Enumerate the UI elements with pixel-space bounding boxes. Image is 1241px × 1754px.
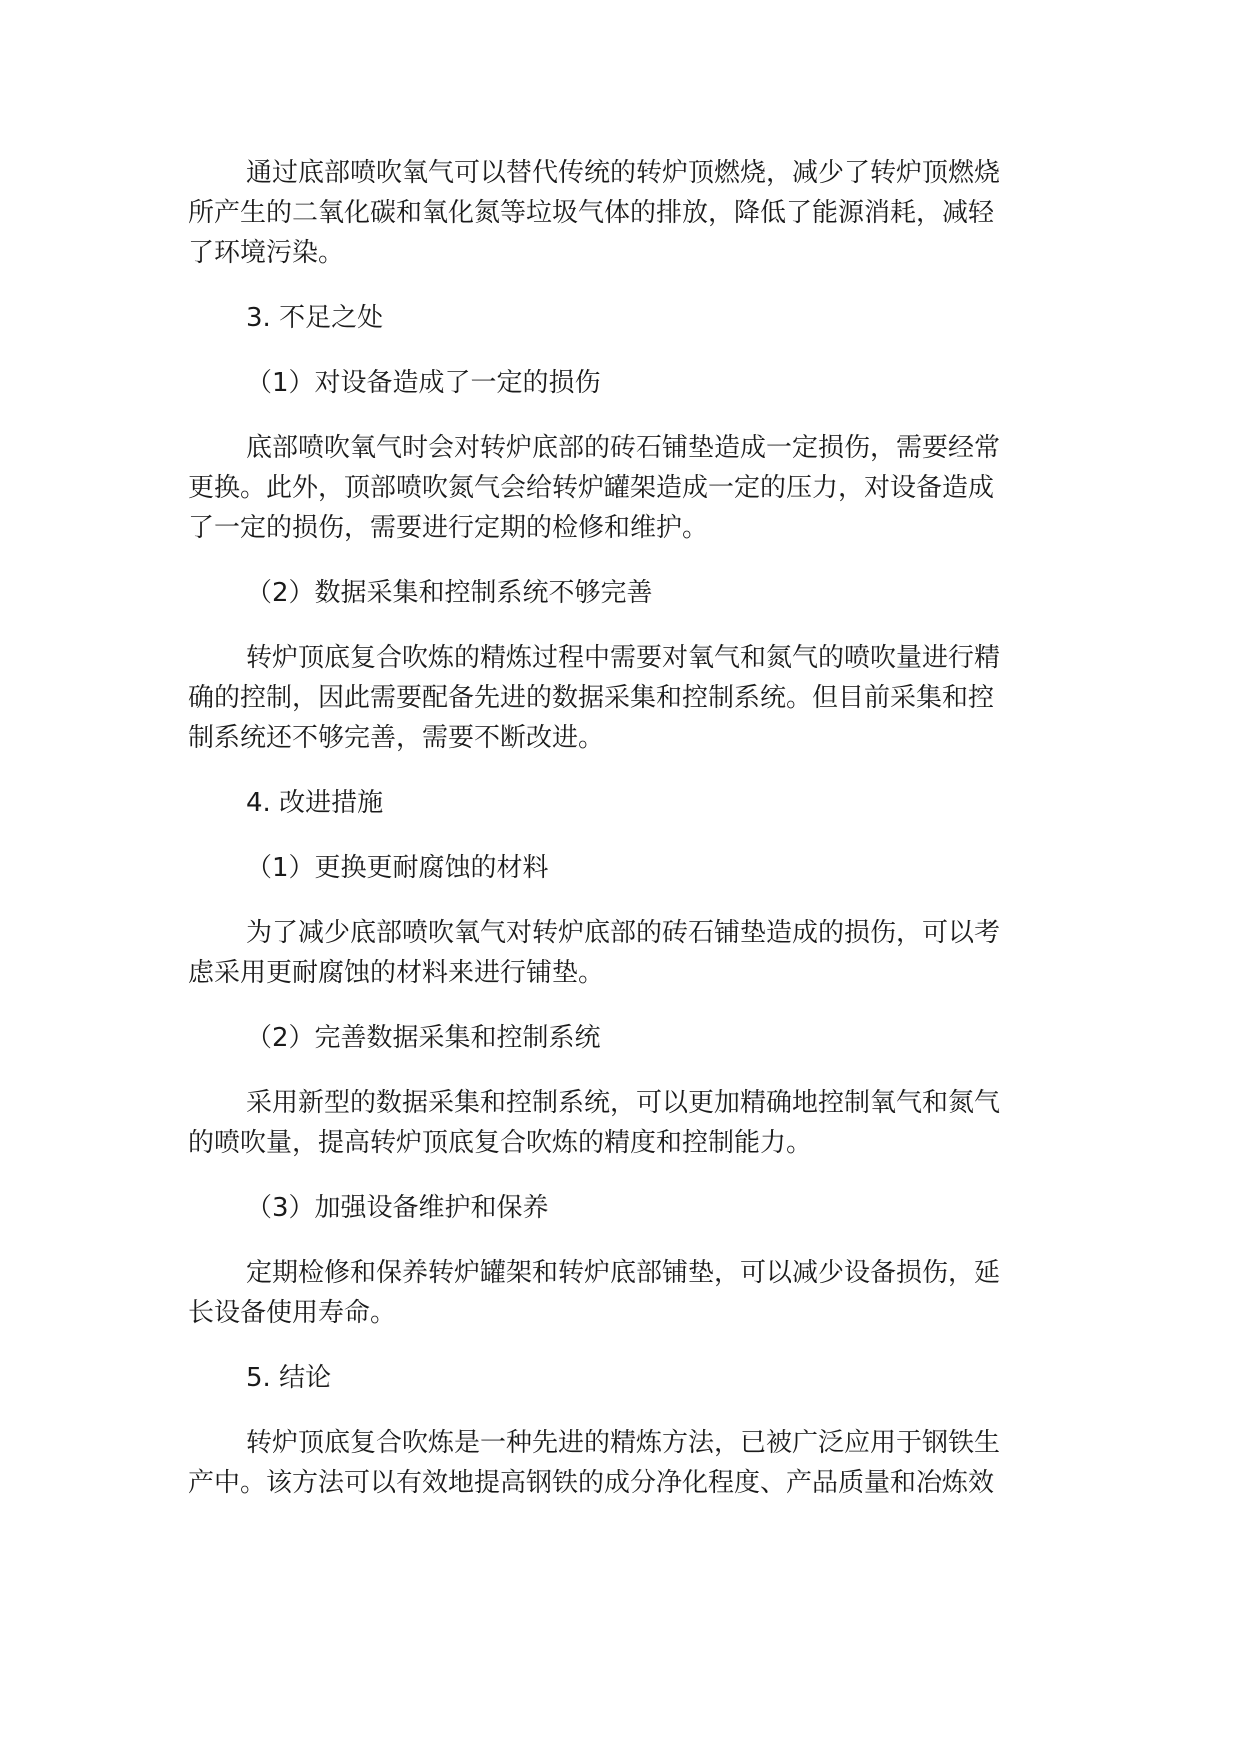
subheading-improve-system: （2）完善数据采集和控制系统 [246, 1023, 601, 1053]
subheading-maintenance: （3）加强设备维护和保养 [246, 1193, 549, 1223]
text-line: 所产生的二氧化碳和氧化氮等垃圾气体的排放，降低了能源消耗，减轻 [188, 198, 995, 228]
paragraph-improve-system [188, 1083, 1056, 1163]
subheading-materials: （1）更换更耐腐蚀的材料 [246, 853, 549, 883]
text-line: 虑采用更耐腐蚀的材料来进行铺垫。 [188, 958, 605, 988]
text-line: 了一定的损伤，需要进行定期的检修和维护。 [188, 513, 709, 543]
text-line: 更换。此外，顶部喷吹氮气会给转炉罐架造成一定的压力，对设备造成 [188, 473, 995, 503]
text-line: 转炉顶底复合吹炼的精炼过程中需要对氧气和氮气的喷吹量进行精 [246, 643, 1001, 673]
subheading-equipment-damage: （1）对设备造成了一定的损伤 [246, 368, 601, 398]
document-page [188, 153, 1056, 1528]
paragraph-materials [188, 913, 1056, 993]
text-line: 的喷吹量，提高转炉顶底复合吹炼的精度和控制能力。 [188, 1128, 813, 1158]
text-line: 产中。该方法可以有效地提高钢铁的成分净化程度、产品质量和冶炼效 [188, 1468, 995, 1498]
paragraph-environment [188, 153, 1056, 273]
section-heading-improvements: 4. 改进措施 [246, 788, 384, 818]
text-line: 通过底部喷吹氧气可以替代传统的转炉顶燃烧，减少了转炉顶燃烧 [246, 158, 1001, 188]
section-heading-conclusion: 5. 结论 [246, 1363, 332, 1393]
text-line: 长设备使用寿命。 [188, 1298, 397, 1328]
paragraph-data-system [188, 638, 1056, 758]
text-line: 了环境污染。 [188, 238, 345, 268]
text-line: 转炉顶底复合吹炼是一种先进的精炼方法，已被广泛应用于钢铁生 [246, 1428, 1001, 1458]
text-line: 制系统还不够完善，需要不断改进。 [188, 723, 605, 753]
text-line: 定期检修和保养转炉罐架和转炉底部铺垫，可以减少设备损伤，延 [246, 1258, 1001, 1288]
text-line: 确的控制，因此需要配备先进的数据采集和控制系统。但目前采集和控 [188, 683, 995, 713]
subheading-data-system: （2）数据采集和控制系统不够完善 [246, 578, 653, 608]
paragraph-maintenance [188, 1253, 1056, 1333]
text-line: 采用新型的数据采集和控制系统，可以更加精确地控制氧气和氮气 [246, 1088, 1001, 1118]
section-heading-shortcomings: 3. 不足之处 [246, 303, 384, 333]
text-line: 底部喷吹氧气时会对转炉底部的砖石铺垫造成一定损伤，需要经常 [246, 433, 1001, 463]
text-line: 为了减少底部喷吹氧气对转炉底部的砖石铺垫造成的损伤，可以考 [246, 918, 1001, 948]
paragraph-conclusion [188, 1423, 1056, 1503]
paragraph-equipment-damage [188, 428, 1056, 548]
